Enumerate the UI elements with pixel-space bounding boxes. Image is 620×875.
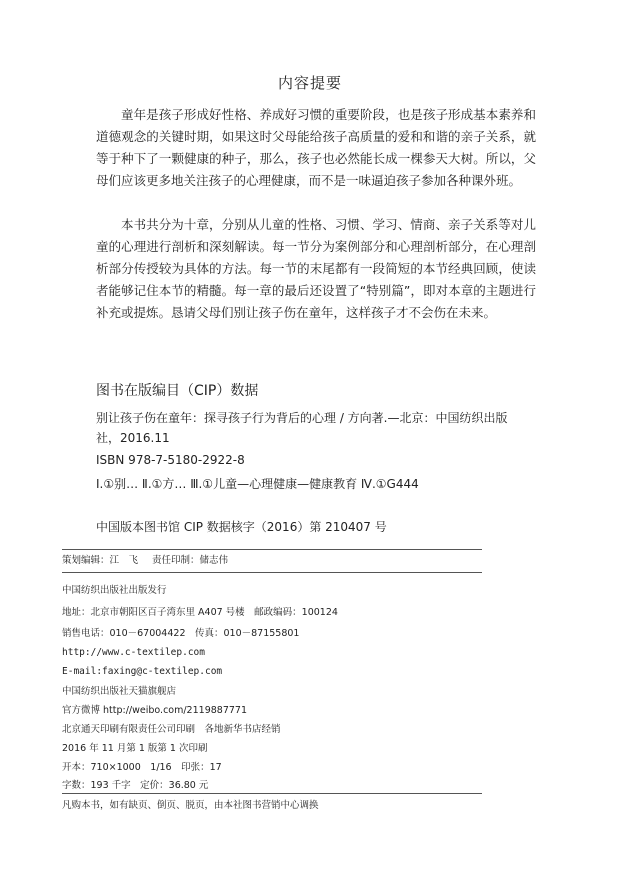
divider-middle [62,572,482,573]
store-line: 中国纺织出版社天猫旗舰店 [62,686,177,697]
address-line: 地址：北京市朝阳区百子湾东里 A407 号楼 邮政编码：100124 [62,607,338,618]
wordcount-line: 字数：193 千字 定价：36.80 元 [62,780,209,791]
notice-line: 凡购本书，如有缺页、倒页、脱页，由本社图书营销中心调换 [62,800,319,811]
cip-description: 别让孩子伤在童年：探寻孩子行为背后的心理 / 方向著.—北京：中国纺织出版社，2016.11 [96,411,508,445]
email-line: E-mail:faxing@c-textilep.com [62,666,223,677]
publisher-line: 中国纺织出版社出版发行 [62,585,167,596]
divider-bottom [62,793,482,794]
summary-paragraph-2 [96,214,536,324]
printer-line: 北京通天印刷有限责任公司印刷 各地新华书店经销 [62,724,281,735]
phone-line: 销售电话：010－67004422 传真：010－87155801 [62,628,300,639]
planning-editor: 策划编辑：江 飞 [62,555,139,566]
summary-paragraph-1 [96,104,536,192]
edition-line: 2016 年 11 月第 1 版第 1 次印刷 [62,743,208,754]
cip-classification: Ⅰ.①别… Ⅱ.①方… Ⅲ.①儿童—心理健康—健康教育 Ⅳ.①G444 [96,477,419,491]
website-line: http://www.c-textilep.com [62,647,205,658]
summary-title: 内容提要 [277,74,342,92]
cip-isbn: ISBN 978-7-5180-2922-8 [96,453,245,467]
summary-paragraph-2-text: 本书共分为十章，分别从儿童的性格、习惯、学习、情商、亲子关系等对儿童的心理进行剖析和深刻解读。每一节分为案例部分和心理剖析部分，在心理剖析部分传授较为具体的方法。每一节的末尾都有一段简短的本节经典回顾，使读者能够记住本节的精髓。每一章的最后还设置了“特别篇”，即对本章的主题进行补充或提炼。恳请父母们别让孩子伤在童年，这样孩子才不会伤在未来。 [96,217,536,320]
weibo-line: 官方微博 http://weibo.com/2119887771 [62,705,248,716]
editor-line [62,554,228,568]
format-line: 开本：710×1000 1/16 印张：17 [62,762,222,773]
summary-paragraph-1-text: 童年是孩子形成好性格、养成好习惯的重要阶段，也是孩子形成基本素养和道德观念的关键时期，如果这时父母能给孩子高质量的爱和和谐的亲子关系，就等于种下了一颗健康的种子，那么，孩子也必然能长成一棵参天大树。所以，父母们应该更多地关注孩子的心理健康，而不是一味逼迫孩子参加各种课外班。 [96,107,536,188]
cip-verification: 中国版本图书馆 CIP 数据核字（2016）第 210407 号 [96,520,387,534]
cip-title: 图书在版编目（CIP）数据 [96,383,259,399]
divider-top [62,549,482,550]
print-supervisor: 责任印制：储志伟 [152,555,229,566]
